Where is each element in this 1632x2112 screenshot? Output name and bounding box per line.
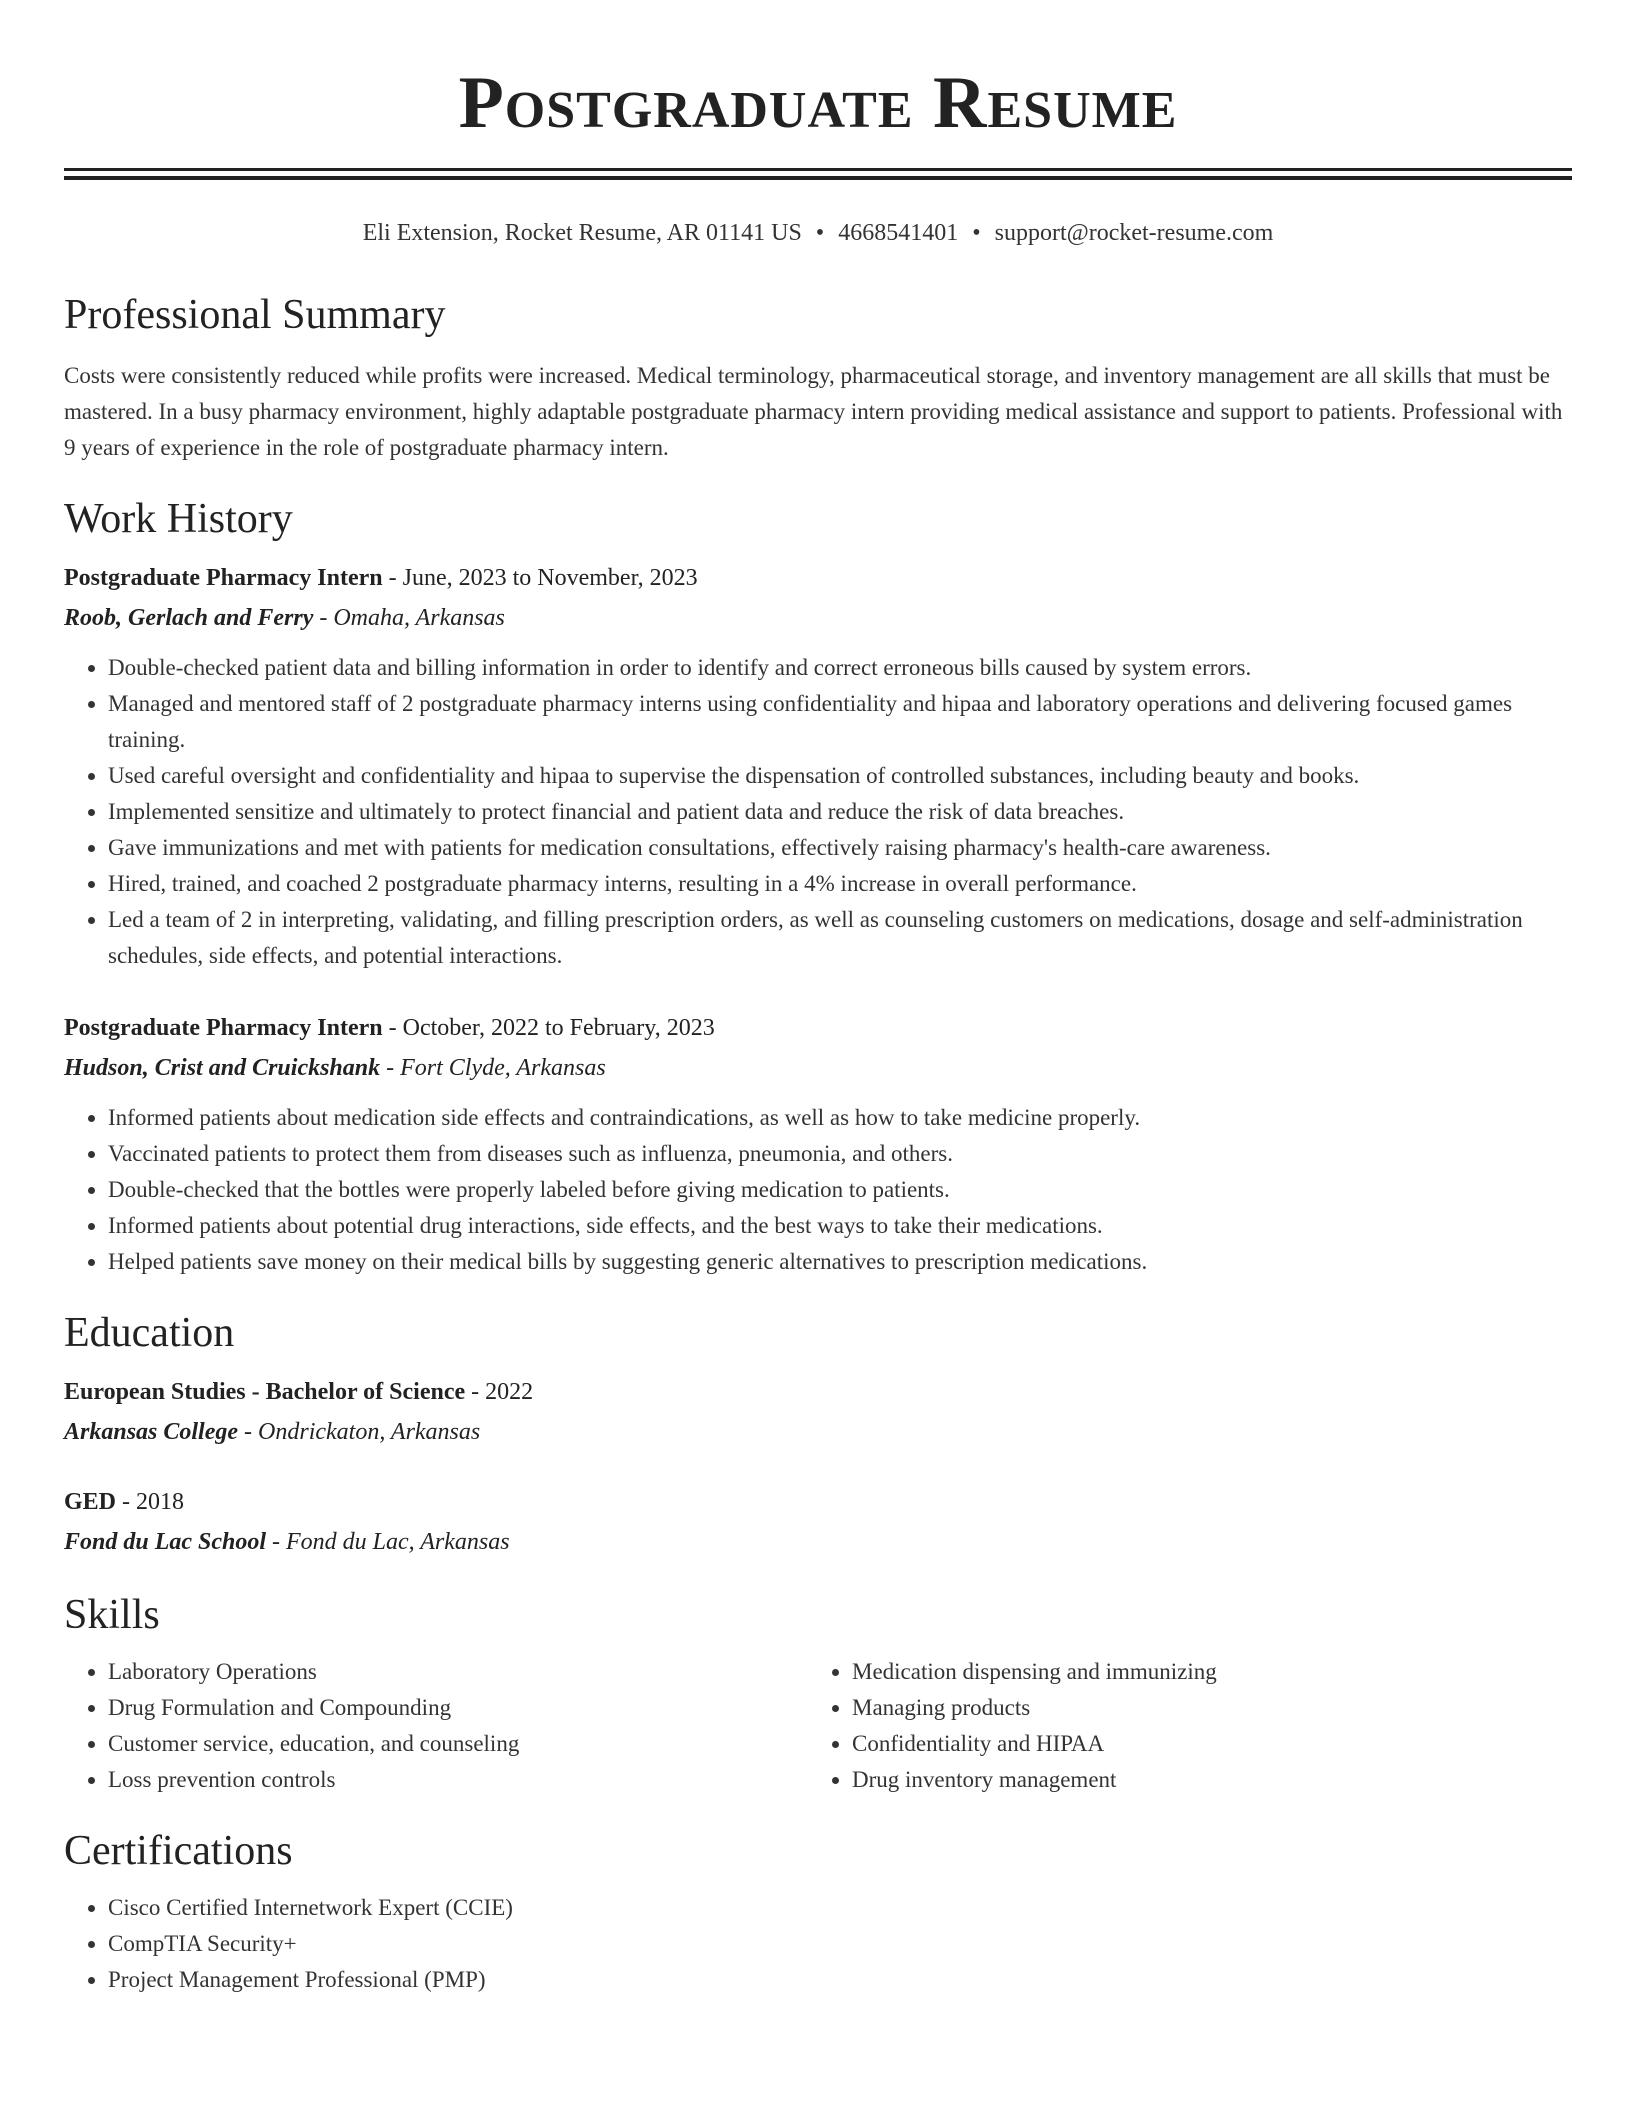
job-header [64,558,1572,598]
list-item: • Managed and mentored staff of 2 postgraduate pharmacy interns using confidentiality and hipaa and laboratory operations and delivering focused games training. [108,686,1572,758]
education-location: - Fond du Lac, Arkansas [266,1529,510,1555]
list-item: • Cisco Certified Internetwork Expert (CCIE) [108,1890,1572,1926]
title-divider-thin [64,176,1572,180]
contact-phone: 4668541401 [838,220,959,246]
education-header [64,1482,1572,1522]
list-item: • Medication dispensing and immunizing [852,1654,1552,1690]
education-heading: Education [64,1310,235,1356]
list-item: • Used careful oversight and confidentiality and hipaa to supervise the dispensation of controlled substances, including beauty and books. [108,758,1572,794]
list-item: • Implemented sensitize and ultimately to protect financial and patient data and reduce the risk of data breaches. [108,794,1572,830]
job-dates: - June, 2023 to November, 2023 [382,565,698,591]
job-company: Hudson, Crist and Cruickshank [64,1055,381,1081]
education-year: - 2022 [465,1379,534,1405]
list-item: • Drug Formulation and Compounding [108,1690,808,1726]
job-dates: - October, 2022 to February, 2023 [382,1015,715,1041]
list-item: • Customer service, education, and counseling [108,1726,808,1762]
job-employer [64,598,1572,638]
skills-columns [64,1654,1572,1798]
education-school-line [64,1522,1572,1562]
certifications-section [64,1826,1572,1998]
list-item: • Informed patients about medication side effects and contraindications, as well as how to take medicine properly. [108,1100,1572,1136]
education-degree: GED [64,1489,117,1515]
list-item: • Vaccinated patients to protect them from diseases such as influenza, pneumonia, and others. [108,1136,1572,1172]
education-entry [64,1482,1572,1562]
list-item: • Drug inventory management [852,1762,1552,1798]
certifications-list [64,1890,1572,1998]
job-header [64,1008,1572,1048]
education-entry [64,1372,1572,1452]
list-item: • Confidentiality and HIPAA [852,1726,1552,1762]
list-item: • Double-checked patient data and billing information in order to identify and correct erroneous bills caused by system errors. [108,650,1572,686]
work-history-section [64,494,1572,1280]
certifications-heading: Certifications [64,1828,293,1874]
list-item: • Informed patients about potential drug interactions, side effects, and the best ways to take their medications. [108,1208,1572,1244]
education-degree: European Studies - Bachelor of Science [64,1379,466,1405]
education-year: - 2018 [116,1489,185,1515]
education-school: Arkansas College [64,1419,239,1445]
skills-section [64,1590,1572,1798]
education-school: Fond du Lac School [64,1529,267,1555]
job-title: Postgraduate Pharmacy Intern [64,565,383,591]
contact-email: support@rocket-resume.com [994,220,1274,246]
list-item: • CompTIA Security+ [108,1926,1572,1962]
skills-list-right [808,1654,1552,1798]
job-entry [64,1008,1572,1280]
job-location: - Omaha, Arkansas [313,605,505,631]
resume-title: Postgraduate Resume [458,62,1178,144]
contact-line [64,216,1572,250]
list-item: • Laboratory Operations [108,1654,808,1690]
education-header [64,1372,1572,1412]
skills-heading: Skills [64,1592,160,1638]
list-item: • Double-checked that the bottles were properly labeled before giving medication to patients. [108,1172,1572,1208]
list-item: • Gave immunizations and met with patients for medication consultations, effectively raising pharmacy's health-care awareness. [108,830,1572,866]
list-item: • Led a team of 2 in interpreting, validating, and filling prescription orders, as well as counseling customers on medications, dosage and self-administration schedules, side effects, and potential interactions. [108,902,1572,974]
summary-text: Costs were consistently reduced while profits were increased. Medical terminology, pharmaceutical storage, and inventory management are all skills that must be mastered. In a busy pharmacy environment, highly adaptable postgraduate pharmacy intern providing medical assistance and support to patients. Professional with 9 years of experience in the role of postgraduate pharmacy intern. [64,363,1563,460]
job-location: - Fort Clyde, Arkansas [380,1055,606,1081]
summary-heading: Professional Summary [64,292,446,338]
list-item: • Managing products [852,1690,1552,1726]
job-duties-list [64,1100,1572,1280]
list-item: • Project Management Professional (PMP) [108,1962,1572,1998]
job-company: Roob, Gerlach and Ferry [64,605,314,631]
job-entry [64,558,1572,974]
education-section [64,1308,1572,1562]
resume-page [64,0,1572,1998]
education-location: - Ondrickaton, Arkansas [238,1419,481,1445]
contact-separator: • [972,220,981,246]
summary-section [64,290,1572,466]
list-item: • Helped patients save money on their medical bills by suggesting generic alternatives to prescription medications. [108,1244,1572,1280]
job-duties-list [64,650,1572,974]
contact-address: Eli Extension, Rocket Resume, AR 01141 US [362,220,802,246]
contact-separator: • [815,220,825,246]
job-title: Postgraduate Pharmacy Intern [64,1015,383,1041]
job-employer [64,1048,1572,1088]
work-history-heading: Work History [64,496,293,542]
list-item: • Hired, trained, and coached 2 postgraduate pharmacy interns, resulting in a 4% increase in overall performance. [108,866,1572,902]
list-item: • Loss prevention controls [108,1762,808,1798]
skills-list-left [64,1654,808,1798]
education-school-line [64,1412,1572,1452]
